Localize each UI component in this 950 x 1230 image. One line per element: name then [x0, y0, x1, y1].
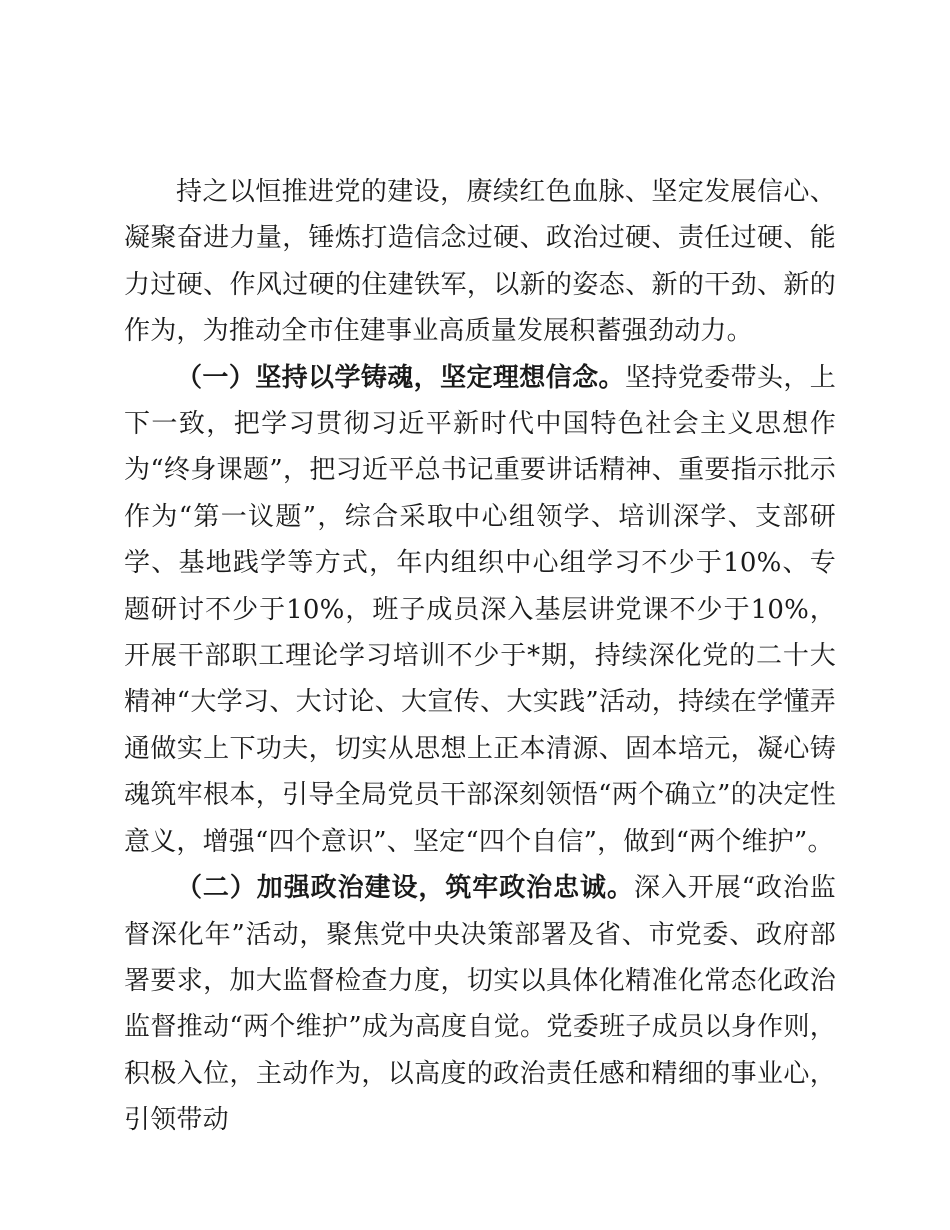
section-2-heading: （二）加强政治建设，筑牢政治忠诚。	[176, 873, 634, 904]
section-2-text: 深入开展“政治监督深化年”活动，聚焦党中央决策部署及省、市党委、政府部署要求，加大监督检查力度，切实以具体化精准化常态化政治监督推动“两个维护”成为高度自觉。党委班子成员以身作则，积极入位，主动作为，以高度的政治责任感和精细的事业心，引领带动	[124, 873, 836, 1136]
paragraph-section-1	[124, 355, 836, 865]
paragraph-section-2	[124, 865, 836, 1143]
paragraph-intro	[124, 169, 836, 355]
paragraph-intro-text: 持之以恒推进党的建设，赓续红色血脉、坚定发展信心、凝聚奋进力量，锤炼打造信念过硬、政治过硬、责任过硬、能力过硬、作风过硬的住建铁军，以新的姿态、新的干劲、新的作为，为推动全市住建事业高质量发展积蓄强劲动力。	[124, 177, 836, 347]
section-1-text: 坚持党委带头，上下一致，把学习贯彻习近平新时代中国特色社会主义思想作为“终身课题”，把习近平总书记重要讲话精神、重要指示批示作为“第一议题”，综合采取中心组领学、培训深学、支部研学、基地践学等方式，年内组织中心组学习不少于10%、专题研讨不少于10%，班子成员深入基层讲党课不少于10%，开展干部职工理论学习培训不少于*期，持续深化党的二十大精神“大学习、大讨论、大宣传、大实践”活动，持续在学懂弄通做实上下功夫，切实从思想上正本清源、固本培元，凝心铸魂筑牢根本，引导全局党员干部深刻领悟“两个确立”的决定性意义，增强“四个意识”、坚定“四个自信”，做到“两个维护”。	[124, 362, 836, 857]
section-1-heading: （一）坚持以学铸魂，坚定理想信念。	[176, 362, 625, 393]
document-body	[124, 169, 836, 1144]
